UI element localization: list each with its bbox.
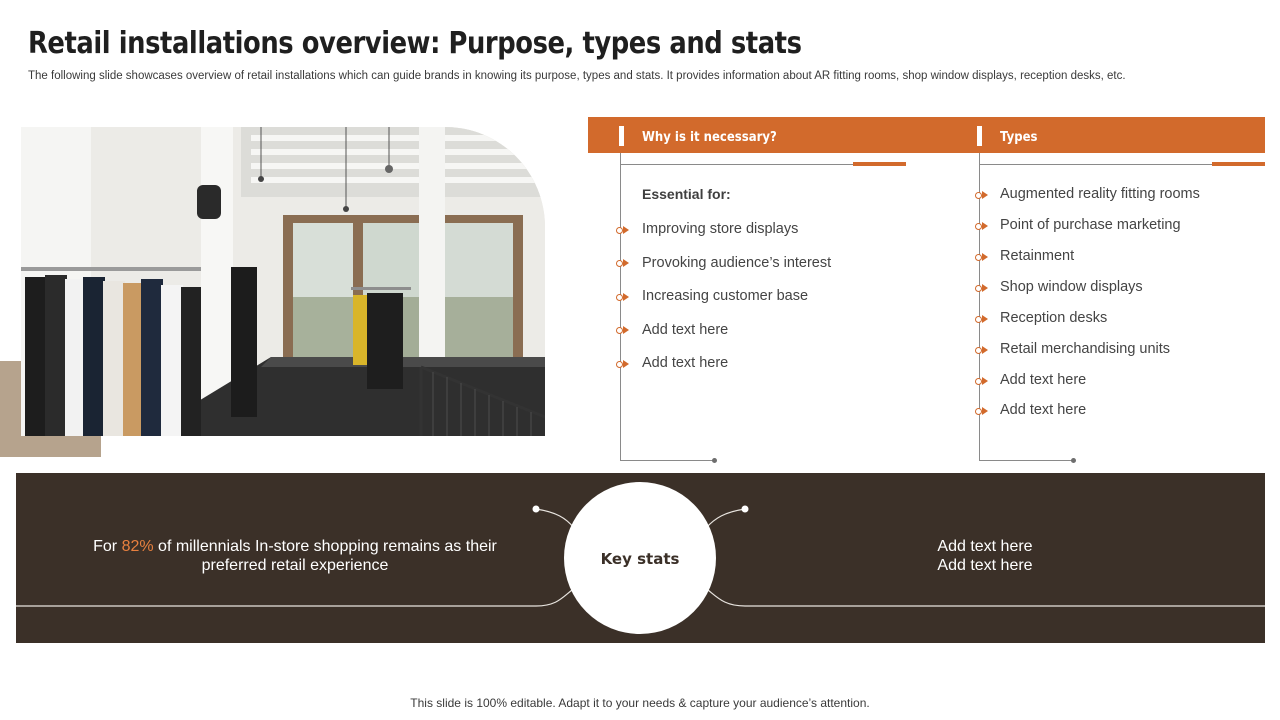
types-item-text: Retail merchandising units: [1000, 341, 1171, 357]
why-item-text: Provoking audience’s interest: [642, 255, 832, 271]
stat-prefix: For: [93, 538, 122, 555]
stat-right-line: Add text here: [937, 557, 1033, 574]
why-item-text: Improving store displays: [642, 221, 799, 237]
stat-highlight: 82%: [121, 538, 154, 555]
types-item-text: Reception desks: [1000, 310, 1108, 326]
slide-title: Retail installations overview: Purpose, types and stats: [28, 26, 802, 61]
types-item-text: Augmented reality fitting rooms: [1000, 186, 1200, 202]
slide-subtitle: The following slide showcases overview of retail installations which can guide brands in knowing its purpose, types and stats. It provides information about AR fitting rooms, shop window displays, reception desks, etc.: [28, 70, 1126, 82]
stat-suffix: of millennials In-store shopping remains as their preferred retail experience: [153, 538, 497, 574]
types-item-text: Point of purchase marketing: [1000, 217, 1181, 233]
essential-label: Essential for:: [642, 186, 731, 202]
types-header-label: Types: [1000, 130, 1038, 145]
stat-left-text: [70, 537, 520, 575]
why-item-text: Increasing customer base: [642, 288, 809, 304]
types-item-text: Shop window displays: [1000, 279, 1143, 295]
types-item-text: Add text here: [1000, 372, 1087, 388]
footer-note: This slide is 100% editable. Adapt it to your needs & capture your audience’s attention.: [410, 696, 870, 710]
key-stats-label: Key stats: [600, 550, 680, 568]
why-item-text: Add text here: [642, 355, 729, 371]
why-item-text: Add text here: [642, 322, 729, 338]
why-header-label: Why is it necessary?: [642, 130, 777, 145]
stat-right-line: Add text here: [937, 538, 1033, 555]
types-item-text: Add text here: [1000, 402, 1087, 418]
stat-right-text: [860, 537, 1110, 575]
types-item-text: Retainment: [1000, 248, 1075, 264]
